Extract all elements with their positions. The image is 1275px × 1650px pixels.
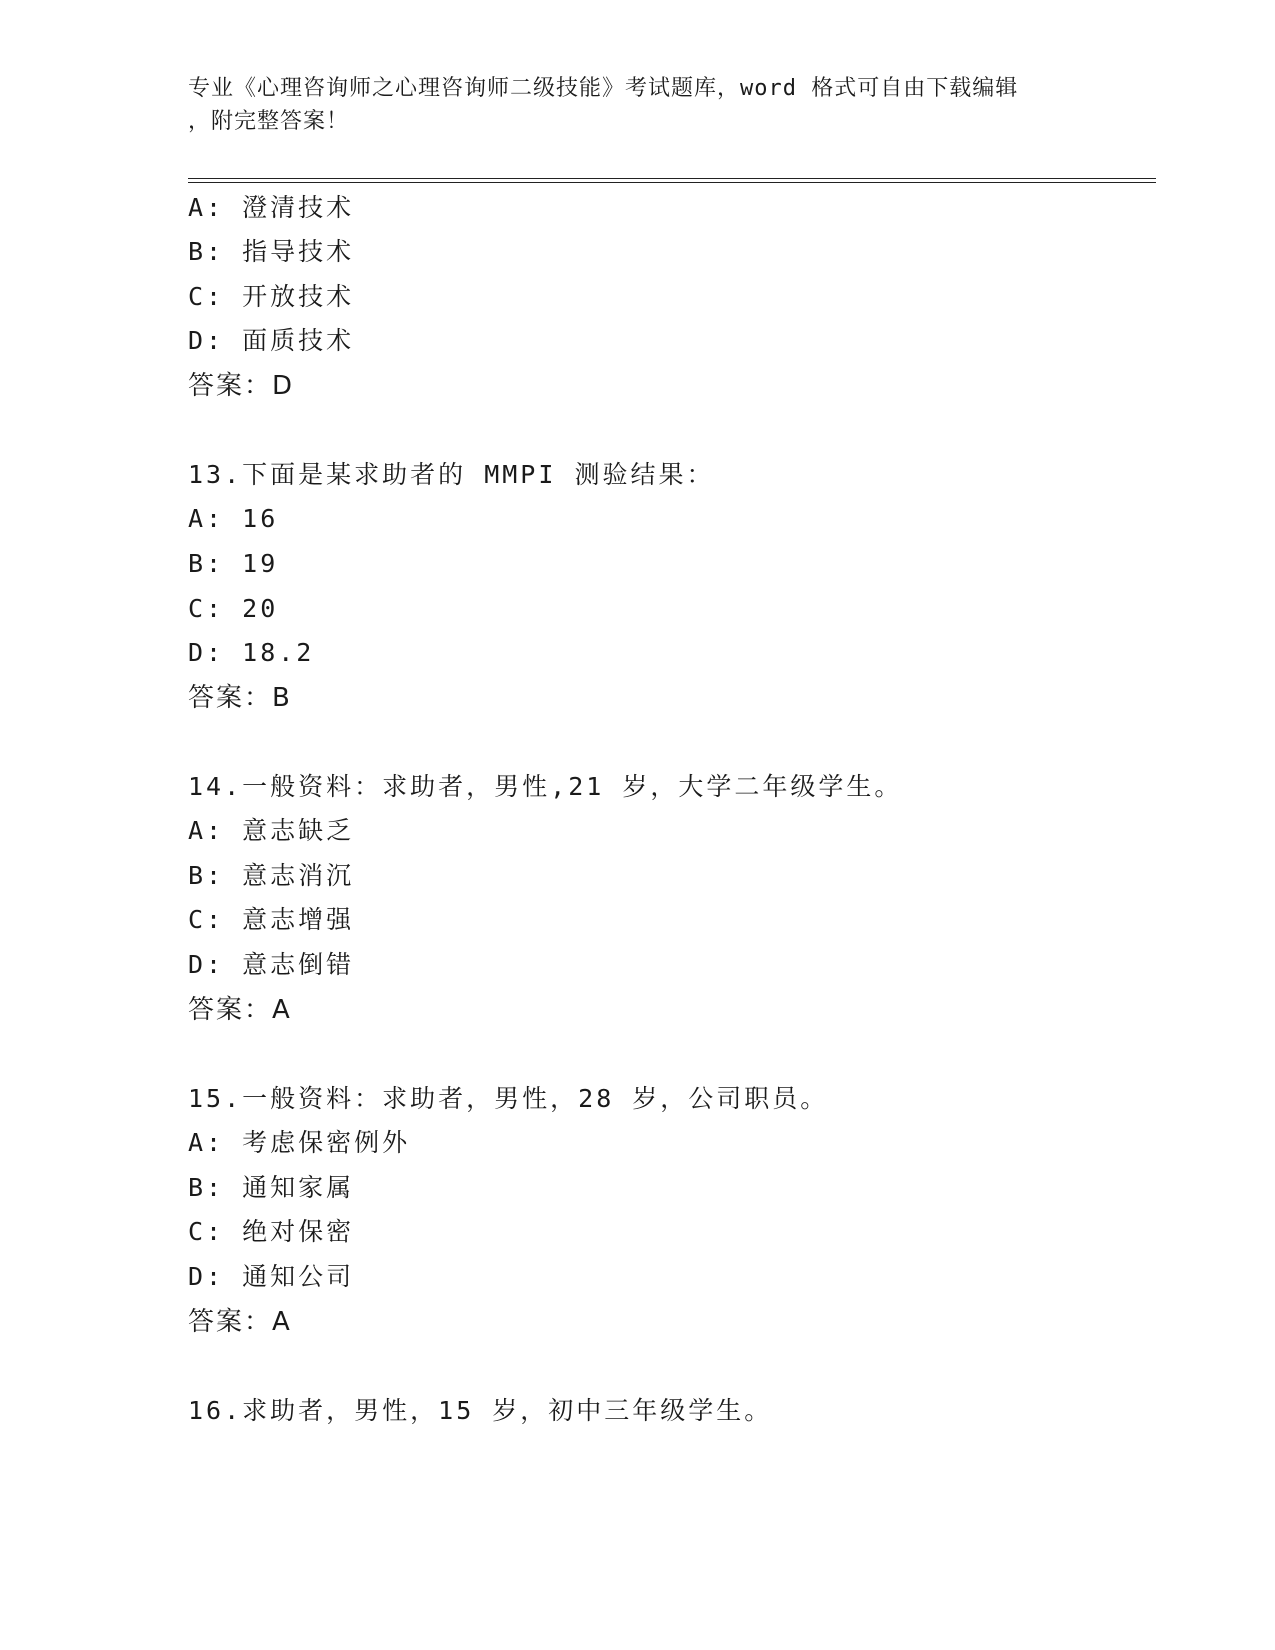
q13-question: 13.下面是某求助者的 MMPI 测验结果： [188, 460, 715, 489]
q14-option-d: D: 意志倒错 [188, 950, 355, 979]
q15-answer: 答案：A [188, 1307, 292, 1337]
header-divider-top [188, 178, 1156, 179]
q12-option-d: D: 面质技术 [188, 326, 355, 355]
header-line-2: ，附完整答案！ [188, 109, 350, 134]
q13-answer: 答案：B [188, 683, 292, 713]
header-line-1: 专业《心理咨询师之心理咨询师二级技能》考试题库，word 格式可自由下载编辑 [188, 76, 1019, 101]
q14-option-a: A: 意志缺乏 [188, 816, 355, 845]
q16-question: 16.求助者，男性，15 岁，初中三年级学生。 [188, 1396, 773, 1425]
q12-answer: 答案：D [188, 371, 295, 401]
q14-question: 14.一般资料：求助者，男性,21 岁，大学二年级学生。 [188, 772, 903, 801]
q13-option-a: A: 16 [188, 504, 279, 533]
q13-option-d: D: 18.2 [188, 638, 315, 667]
q15-option-a: A: 考虑保密例外 [188, 1128, 411, 1157]
q14-option-c: C: 意志增强 [188, 905, 355, 934]
q14-answer: 答案：A [188, 995, 292, 1025]
q15-option-b: B: 通知家属 [188, 1173, 355, 1202]
q13-option-c: C: 20 [188, 594, 279, 623]
header-divider-bottom [188, 182, 1156, 183]
q12-option-c: C: 开放技术 [188, 282, 355, 311]
q15-option-c: C: 绝对保密 [188, 1217, 355, 1246]
q15-option-d: D: 通知公司 [188, 1262, 355, 1291]
page-header [188, 72, 1088, 138]
q12-option-b: B: 指导技术 [188, 237, 355, 266]
q12-option-a: A: 澄清技术 [188, 193, 355, 222]
q13-option-b: B: 19 [188, 549, 279, 578]
q15-question: 15.一般资料：求助者，男性，28 岁，公司职员。 [188, 1084, 829, 1113]
q14-option-b: B: 意志消沉 [188, 861, 355, 890]
